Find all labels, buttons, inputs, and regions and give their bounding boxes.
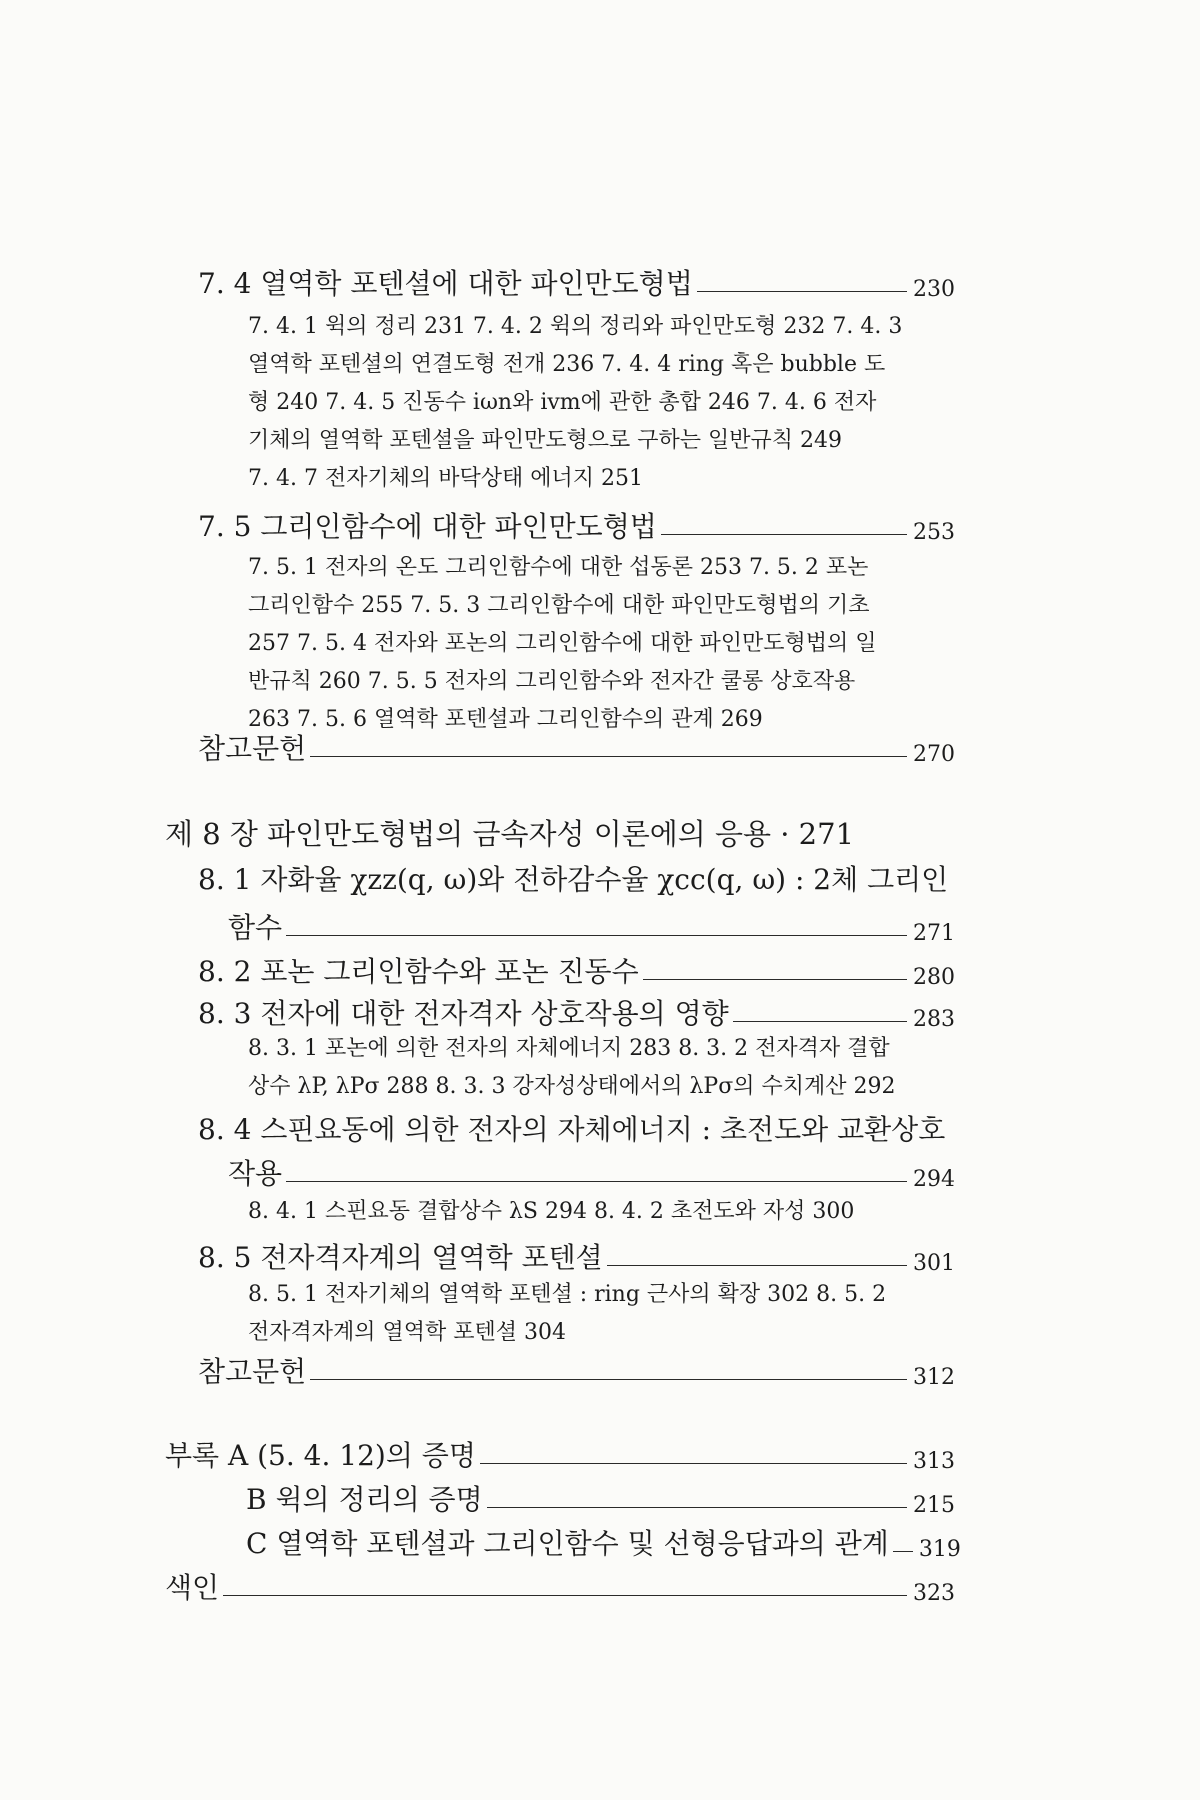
subsection-line: 8. 5. 1 전자기체의 열역학 포텐셜 : ring 근사의 확장 302 8. 5. 2	[248, 1282, 887, 1307]
page-number: 323	[913, 1581, 955, 1606]
leader-line	[893, 1551, 913, 1552]
page-number: 230	[913, 277, 955, 302]
leader-line	[480, 1463, 907, 1464]
toc-entry-appendix-a[interactable]	[165, 1434, 955, 1474]
toc-entry-8-1-cont[interactable]	[228, 906, 955, 946]
leader-line	[286, 935, 907, 936]
page-number: 253	[913, 520, 955, 545]
leader-line	[487, 1507, 907, 1508]
entry-title: B 윅의 정리의 증명	[246, 1483, 483, 1516]
toc-entry-7-4[interactable]	[198, 262, 955, 302]
subsection-line: 전자격자계의 열역학 포텐셜 304	[248, 1320, 566, 1345]
leader-line	[607, 1265, 907, 1266]
page-number: 270	[913, 742, 955, 767]
subsection-line: 상수 λP, λPσ 288 8. 3. 3 강자성상태에서의 λPσ의 수치계산 292	[248, 1074, 896, 1099]
subsection-line: 기체의 열역학 포텐셜을 파인만도형으로 구하는 일반규칙 249	[248, 428, 842, 453]
toc-entry-references-7[interactable]	[198, 727, 955, 767]
leader-line	[286, 1181, 907, 1182]
subsection-line: 263 7. 5. 6 열역학 포텐셜과 그리인함수의 관계 269	[248, 707, 763, 732]
entry-title-cont: 함수	[228, 911, 283, 944]
subsections-7-4	[248, 308, 948, 498]
entry-title: 8. 2 포논 그리인함수와 포논 진동수	[198, 955, 639, 988]
page-number: 313	[913, 1449, 955, 1474]
entry-title: 참고문헌	[198, 732, 307, 765]
leader-line	[643, 979, 907, 980]
toc-entry-8-5[interactable]	[198, 1236, 955, 1276]
page-number: 271	[913, 921, 955, 946]
entry-title: 부록 A (5. 4. 12)의 증명	[165, 1439, 476, 1472]
toc-entry-appendix-c[interactable]	[246, 1522, 961, 1562]
subsection-line: 형 240 7. 4. 5 진동수 iωn와 ivm에 관한 총합 246 7. 4. 6 전자	[248, 390, 877, 415]
leader-line	[733, 1021, 907, 1022]
entry-title: 7. 5 그리인함수에 대한 파인만도형법	[198, 510, 657, 543]
subsections-8-4	[248, 1193, 948, 1231]
entry-title: 8. 1 자화율 χzz(q, ω)와 전하감수율 χcc(q, ω) : 2체 그리인	[198, 863, 949, 896]
leader-line	[310, 756, 907, 757]
entry-title: 7. 4 열역학 포텐셜에 대한 파인만도형법	[198, 267, 693, 300]
entry-title: 8. 5 전자격자계의 열역학 포텐셜	[198, 1241, 603, 1274]
toc-entry-8-4-cont[interactable]	[228, 1152, 955, 1192]
page-number: 283	[913, 1007, 955, 1032]
toc-entry-7-5[interactable]	[198, 505, 955, 545]
page-number: 301	[913, 1251, 955, 1276]
toc-entry-8-2[interactable]	[198, 950, 955, 990]
chapter-8-heading[interactable]: 제 8 장 파인만도형법의 금속자성 이론에의 응용 · 271	[165, 817, 855, 851]
leader-line	[661, 534, 907, 535]
subsection-line: 그리인함수 255 7. 5. 3 그리인함수에 대한 파인만도형법의 기초	[248, 593, 870, 618]
subsection-line: 8. 3. 1 포논에 의한 전자의 자체에너지 283 8. 3. 2 전자격자 결합	[248, 1036, 890, 1061]
toc-entry-appendix-b[interactable]	[246, 1478, 955, 1518]
toc-entry-8-1[interactable]	[198, 858, 955, 898]
subsection-line: 8. 4. 1 스핀요동 결합상수 λS 294 8. 4. 2 초전도와 자성 300	[248, 1199, 855, 1224]
subsections-8-3	[248, 1030, 948, 1106]
subsection-line: 7. 4. 7 전자기체의 바닥상태 에너지 251	[248, 466, 643, 491]
toc-entry-8-4[interactable]	[198, 1108, 955, 1148]
subsection-line: 257 7. 5. 4 전자와 포논의 그리인함수에 대한 파인만도형법의 일	[248, 631, 877, 656]
entry-title: C 열역학 포텐셜과 그리인함수 및 선형응답과의 관계	[246, 1527, 889, 1560]
entry-title: 참고문헌	[198, 1355, 307, 1388]
entry-title: 색인	[165, 1571, 220, 1604]
subsections-7-5	[248, 549, 948, 739]
subsection-line: 반규칙 260 7. 5. 5 전자의 그리인함수와 전자간 쿨롱 상호작용	[248, 669, 856, 694]
leader-line	[697, 291, 907, 292]
page-number: 312	[913, 1365, 955, 1390]
subsection-line: 열역학 포텐셜의 연결도형 전개 236 7. 4. 4 ring 혹은 bubble 도	[248, 352, 886, 377]
entry-title-cont: 작용	[228, 1157, 283, 1190]
page-number: 319	[918, 1537, 961, 1562]
entry-title: 8. 4 스핀요동에 의한 전자의 자체에너지 : 초전도와 교환상호	[198, 1113, 946, 1146]
subsection-line: 7. 4. 1 윅의 정리 231 7. 4. 2 윅의 정리와 파인만도형 232 7. 4. 3	[248, 314, 903, 339]
page-number: 215	[913, 1493, 955, 1518]
page-number: 294	[913, 1167, 955, 1192]
leader-line	[310, 1379, 907, 1380]
leader-line	[223, 1595, 907, 1596]
entry-title: 8. 3 전자에 대한 전자격자 상호작용의 영향	[198, 997, 729, 1030]
toc-entry-8-3[interactable]	[198, 992, 955, 1032]
toc-entry-references-8[interactable]	[198, 1350, 955, 1390]
page-number: 280	[913, 965, 955, 990]
toc-entry-index[interactable]	[165, 1566, 955, 1606]
subsection-line: 7. 5. 1 전자의 온도 그리인함수에 대한 섭동론 253 7. 5. 2 포논	[248, 555, 869, 580]
subsections-8-5	[248, 1276, 948, 1352]
